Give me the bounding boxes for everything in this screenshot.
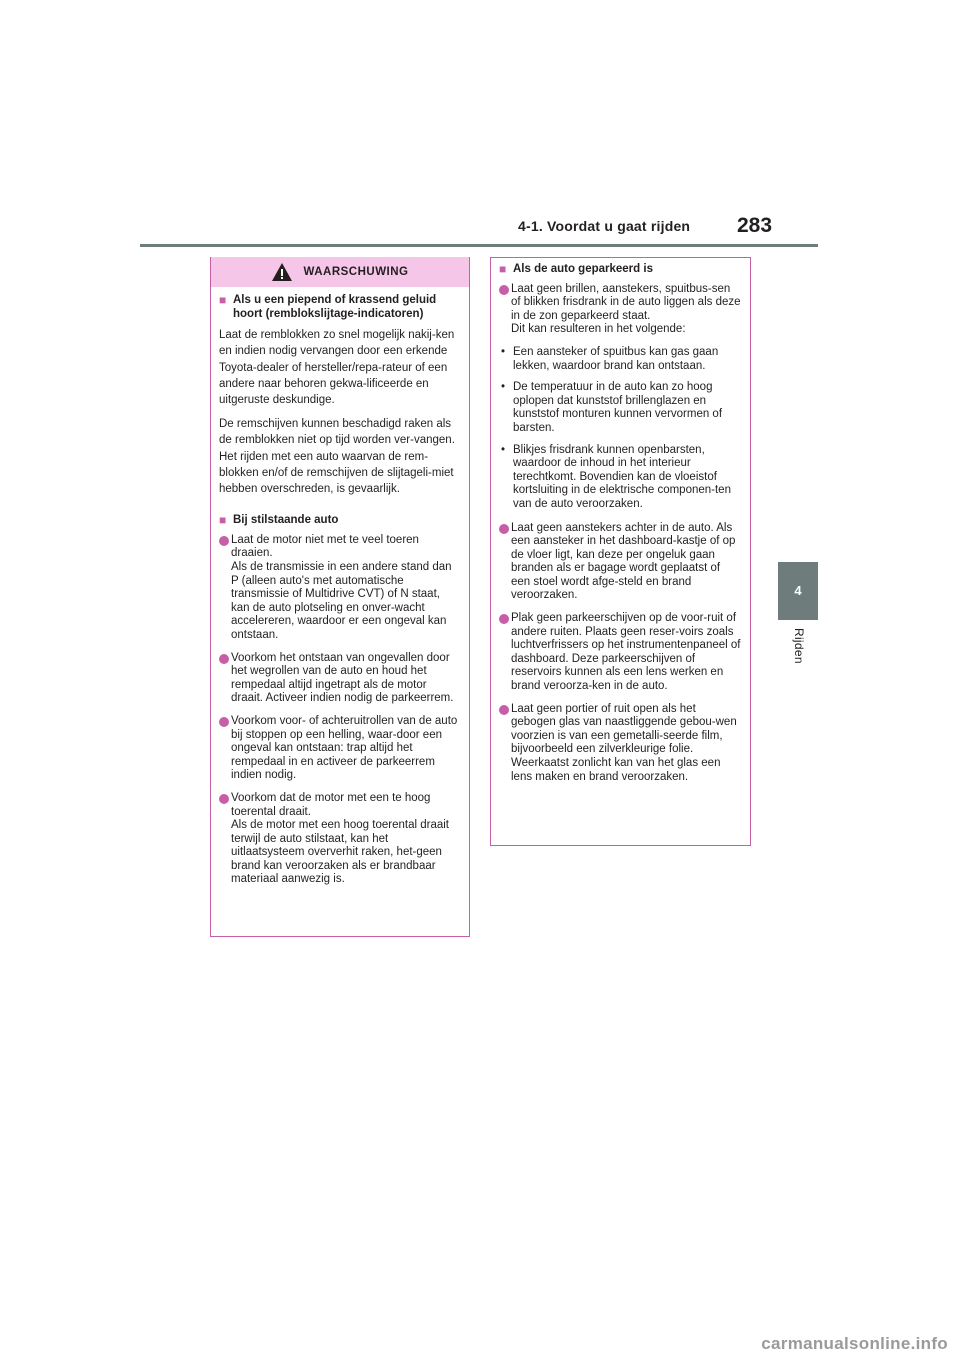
watermark: carmanualsonline.info — [761, 1334, 948, 1353]
square-marker-icon: ■ — [219, 513, 227, 528]
bullet-dot-icon — [219, 794, 229, 804]
warning-header — [211, 257, 469, 287]
sub-bullet-icon: • — [501, 381, 506, 394]
bullet-dot-icon — [219, 717, 229, 727]
section-heading-text: Als u een piepend of krassend geluid hoort (remblokslijtage-indicatoren) — [233, 294, 437, 320]
bullet-item — [499, 612, 742, 694]
paragraph: Laat de remblokken zo snel mogelijk nakij-ken en indien nodig vervangen door een erkende Toyota-dealer of hersteller/repa-rateur of een andere naar behoren gekwa-lificeerde en uitgeruste deskundige. — [219, 329, 455, 406]
chapter-label-container — [784, 628, 812, 688]
sub-item-text: Blikjes frisdrank kunnen openbarsten, waardoor de inhoud in het interieur terechtkomt. Bovendien kan de vloeistof kortsluiting in de elektrische componen-ten van de auto veroorzaken. — [513, 443, 731, 510]
bullet-item — [219, 652, 461, 706]
chapter-label: Rijden — [792, 628, 806, 664]
sub-item — [499, 346, 742, 373]
warning-title: WAARSCHUWING — [303, 266, 409, 278]
bullet-item — [219, 715, 461, 783]
sub-item-text: Een aansteker of spuitbus kan gas gaan lekken, waardoor brand kan ontstaan. — [513, 345, 719, 372]
square-marker-icon: ■ — [219, 293, 227, 307]
warning-box-left — [210, 257, 470, 937]
warning-content-left — [211, 287, 469, 887]
bullet-dot-icon — [499, 524, 509, 534]
section-heading-text: Als de auto geparkeerd is — [513, 263, 653, 275]
bullet-text: Voorkom het ontstaan van ongevallen door het wegrollen van de auto en houd het rempedaal altijd ingetrapt als de motor draait. Activeer indien nodig de parkeerrem. — [231, 651, 454, 705]
page-number: 283 — [737, 214, 773, 237]
square-marker-icon: ■ — [499, 262, 507, 276]
section-heading — [219, 294, 461, 321]
bullet-dot-icon — [219, 536, 229, 546]
section-heading — [219, 514, 461, 528]
sub-item — [499, 444, 742, 512]
warning-content-right — [491, 258, 750, 784]
sub-bullet-icon: • — [501, 443, 506, 456]
header-rule — [140, 244, 818, 247]
chapter-tab: 4 — [778, 562, 818, 620]
paragraph: De remschijven kunnen beschadigd raken als de remblokken niet op tijd worden ver-vangen. — [219, 418, 455, 447]
section-title: 4-1. Voordat u gaat rijden — [518, 218, 691, 234]
section-heading-text: Bij stilstaande auto — [233, 514, 339, 527]
bullet-text: Voorkom voor- of achteruitrollen van de auto bij stoppen op een helling, waar-door een ongeval kan ontstaan: trap altijd het rempedaal in en activeer de parkeerrem indien nodig. — [231, 714, 458, 782]
bullet-item — [499, 283, 742, 337]
bullet-dot-icon — [499, 285, 509, 295]
bullet-dot-icon — [499, 614, 509, 624]
bullet-item — [499, 703, 742, 785]
sub-item — [499, 381, 742, 435]
warning-triangle-icon — [271, 262, 293, 282]
bullet-dot-icon — [499, 705, 509, 715]
bullet-text: Laat geen portier of ruit open als het gebogen glas van naastliggende gebou-wen voorzien is van een gemetalli-seerde film, bijvoorbeeld een zilverkleurige folie. Weerkaatst zonlicht kan van het glas een lens maken en brand veroorzaken. — [511, 702, 737, 783]
warning-box-right — [490, 257, 751, 846]
paragraph: Het rijden met een auto waarvan de rem-blokken en/of de remschijven de slijtageli-miet hebben overschreden, is gevaarlijk. — [219, 450, 454, 496]
bullet-item — [219, 792, 461, 887]
bullet-text: Laat geen brillen, aanstekers, spuitbus-sen of blikken frisdrank in de auto liggen als deze in de zon geparkeerd staat. Dit kan resulteren in het volgende: — [511, 282, 741, 336]
bullet-dot-icon — [219, 654, 229, 664]
bullet-item — [499, 522, 742, 604]
bullet-text: Plak geen parkeerschijven op de voor-ruit of andere ruiten. Plaats geen reser-voirs zoals luchtverfrissers op het instrumentenpaneel of dashboard. Deze parkeerschijven of reservoirs kunnen als een lens werken en brand veroorza-ken in de auto. — [511, 612, 741, 693]
bullet-text: Laat geen aanstekers achter in de auto. Als een aansteker in het dashboard-kastje of op de vloer ligt, kan deze per ongeluk gaan branden als er bagage wordt geplaatst of een stoel wordt afge-steld en brand veroorzaken. — [511, 521, 736, 602]
sub-bullet-icon: • — [501, 345, 506, 358]
bullet-text: Laat de motor niet met te veel toeren draaien. Als de transmissie in een andere stand dan P (alleen auto's met automatische transmissie of Multidrive CVT) of N staat, kan de auto plotseling en onver-wacht accelereren, waardoor er een ongeval kan ontstaan. — [231, 533, 452, 641]
bullet-item — [219, 534, 461, 643]
sub-item-text: De temperatuur in de auto kan zo hoog oplopen dat kunststof brillenglazen en kunststof monturen kunnen vervormen of barsten. — [513, 381, 723, 434]
bullet-text: Voorkom dat de motor met een te hoog toerental draait. Als de motor met een hoog toerental draait terwijl de auto stilstaat, kan het uitlaatsysteem oververhit raken, het-geen brand kan veroorzaken als er brandbaar materiaal aanwezig is. — [231, 791, 449, 886]
section-heading — [499, 263, 742, 277]
